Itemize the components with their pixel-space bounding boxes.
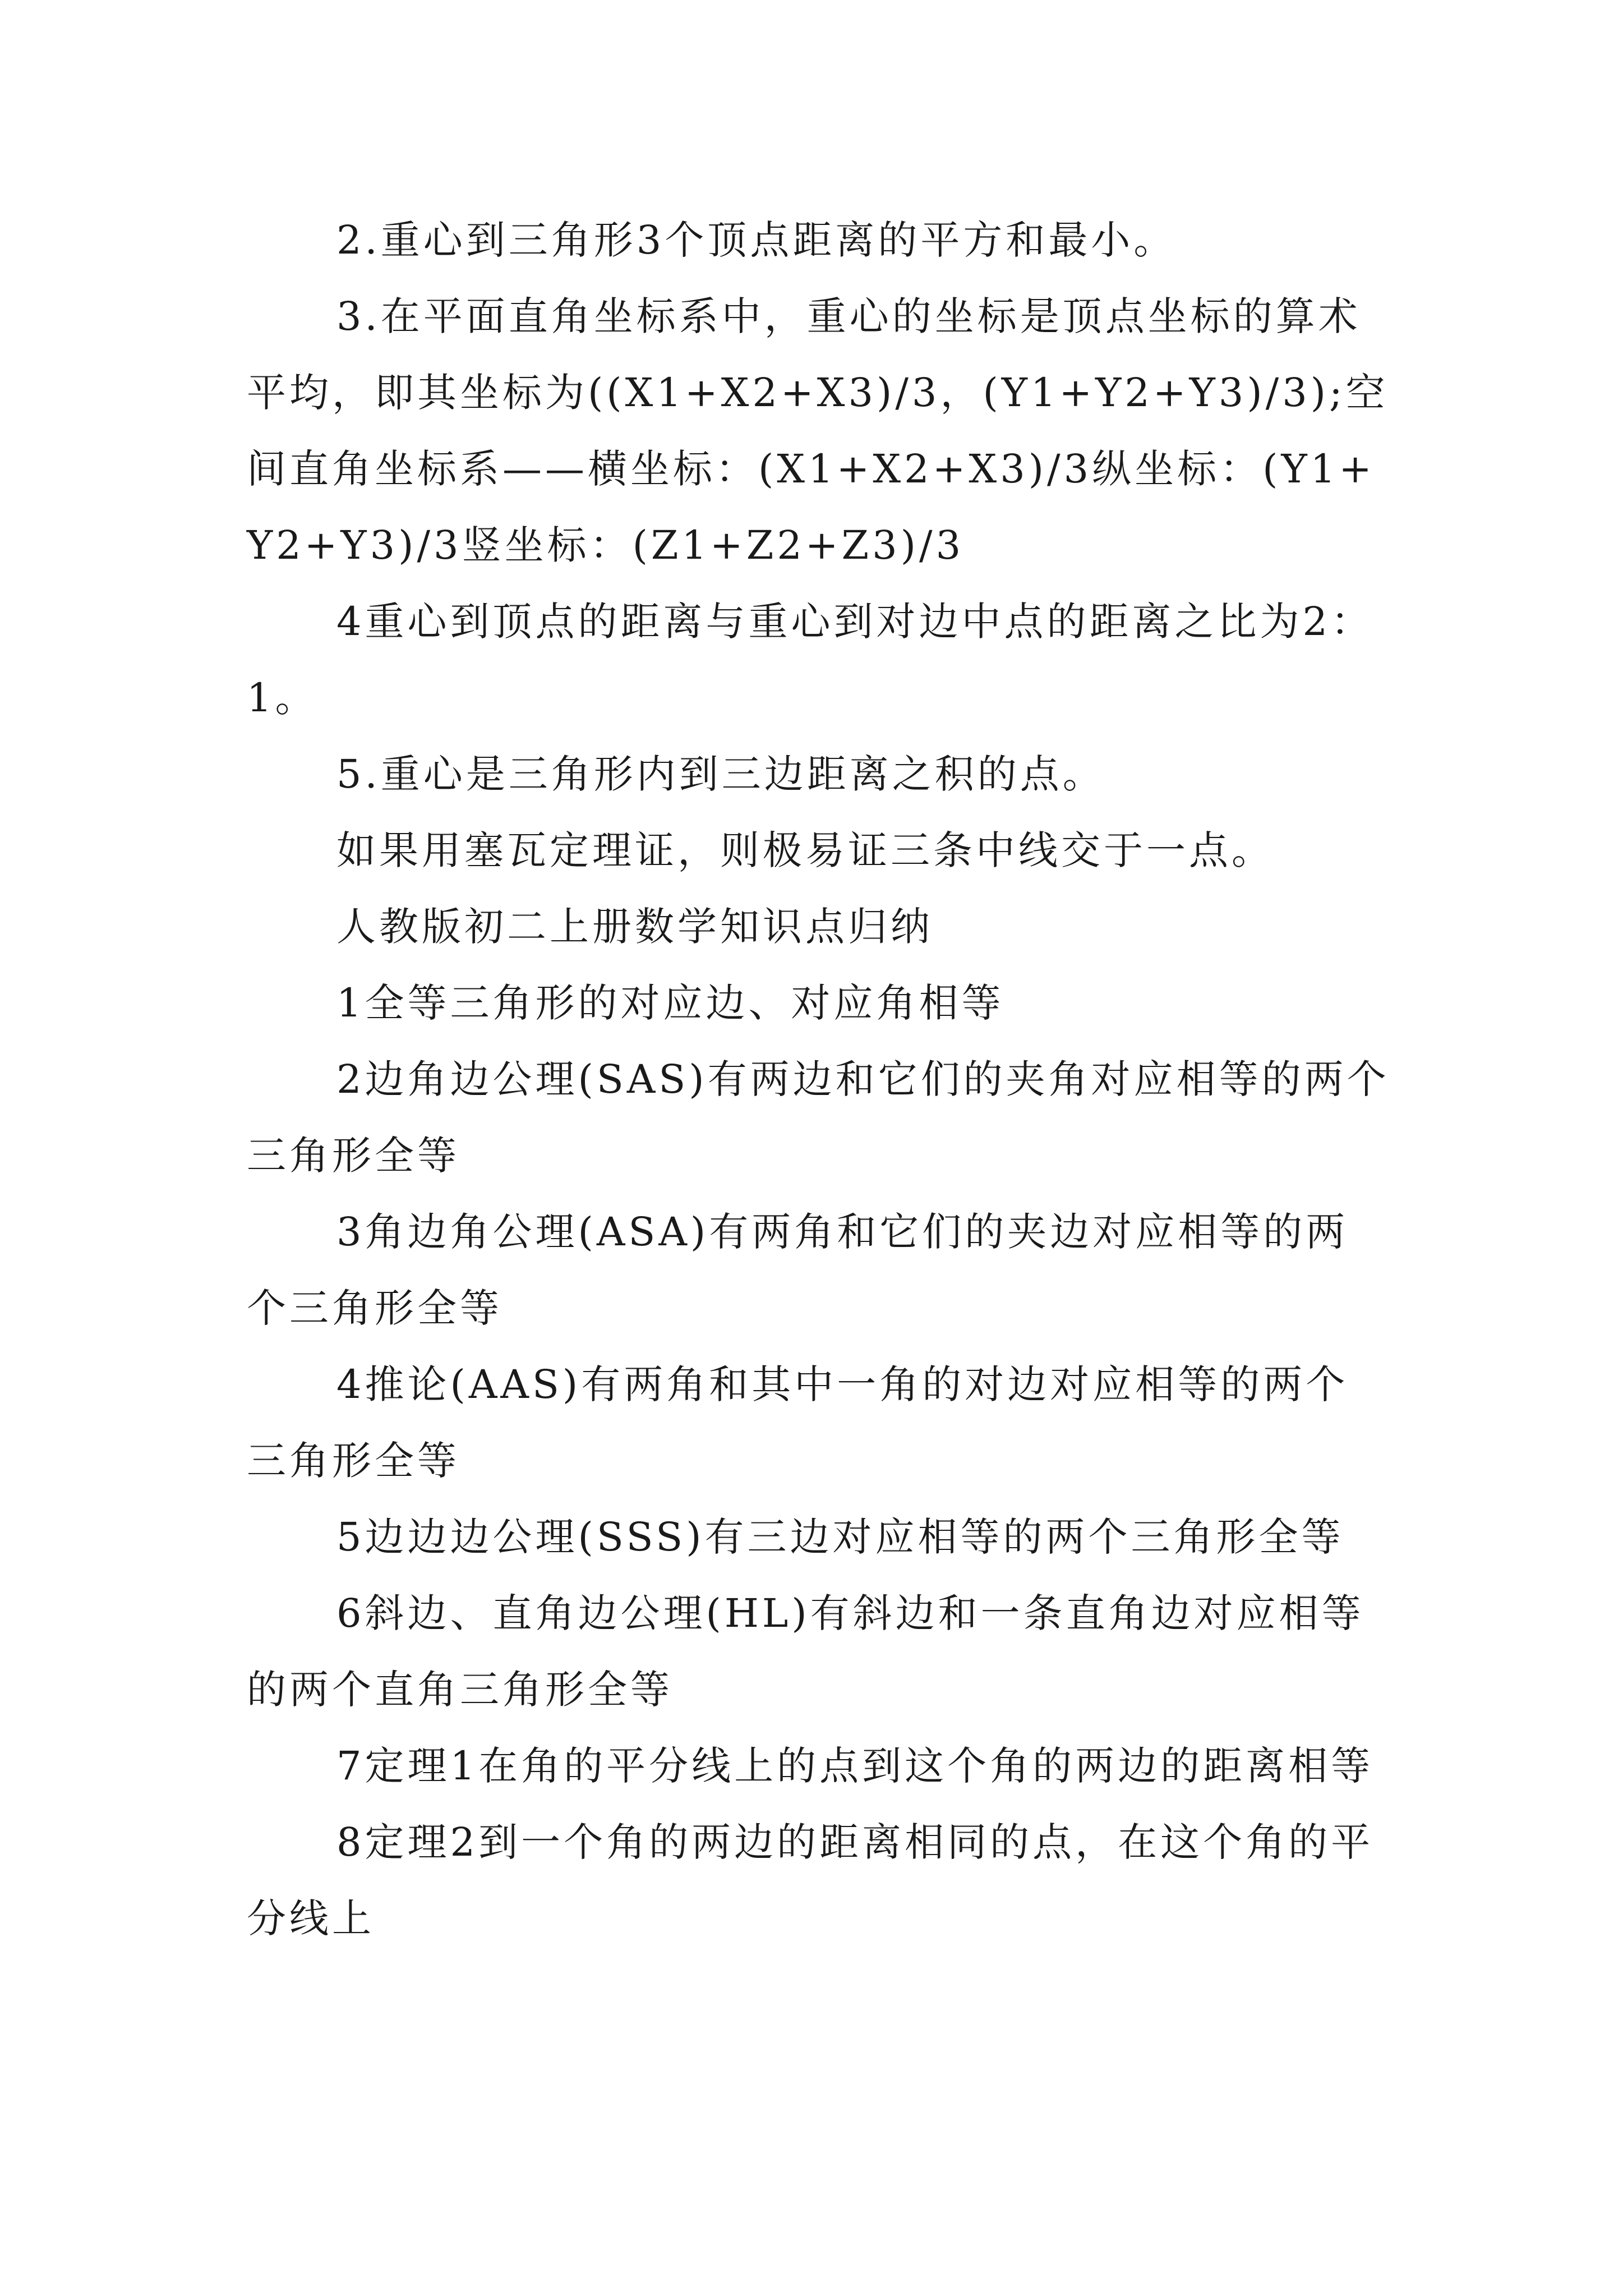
paragraph-centroid-property-5: 5.重心是三角形内到三边距离之积的点。 [336, 751, 1105, 797]
paragraph-asa: 3角边角公理(ASA)有两角和它们的夹边对应相等的两个三角形全等 [247, 1209, 1349, 1331]
paragraph-sas: 2边角边公理(SAS)有两边和它们的夹角对应相等的两个三角形全等 [247, 1056, 1390, 1179]
paragraph-aas: 4推论(AAS)有两角和其中一角的对边对应相等的两个三角形全等 [247, 1361, 1349, 1484]
paragraph-centroid-coordinates: 3.在平面直角坐标系中，重心的坐标是顶点坐标的算术平均，即其坐标为((X1+X2+X3)/3，(Y1+Y2+Y3)/3);空间直角坐标系——横坐标：(X1+X2+X3)/3纵坐标：(Y1+Y2+Y3)/3竖坐标：(Z1+Z2+Z3)/3 [247, 293, 1389, 568]
paragraph-centroid-property-2: 2.重心到三角形3个顶点距离的平方和最小。 [336, 217, 1177, 263]
paragraph-centroid-ratio: 4重心到顶点的距离与重心到对边中点的距离之比为2：1。 [247, 599, 1374, 721]
paragraph-sss: 5边边边公理(SSS)有三边对应相等的两个三角形全等 [336, 1514, 1344, 1560]
paragraph-hl: 6斜边、直角边公理(HL)有斜边和一条直角边对应相等的两个直角三角形全等 [247, 1590, 1364, 1713]
paragraph-theorem-2: 8定理2到一个角的两边的距离相同的点，在这个角的平分线上 [247, 1819, 1374, 1941]
paragraph-ceva-theorem: 如果用塞瓦定理证，则极易证三条中线交于一点。 [336, 827, 1274, 873]
paragraph-congruent-1: 1全等三角形的对应边、对应角相等 [336, 980, 1004, 1026]
section-heading: 人教版初二上册数学知识点归纳 [336, 904, 933, 950]
document-body [247, 202, 1391, 1957]
paragraph-theorem-1: 7定理1在角的平分线上的点到这个角的两边的距离相等 [336, 1743, 1374, 1789]
